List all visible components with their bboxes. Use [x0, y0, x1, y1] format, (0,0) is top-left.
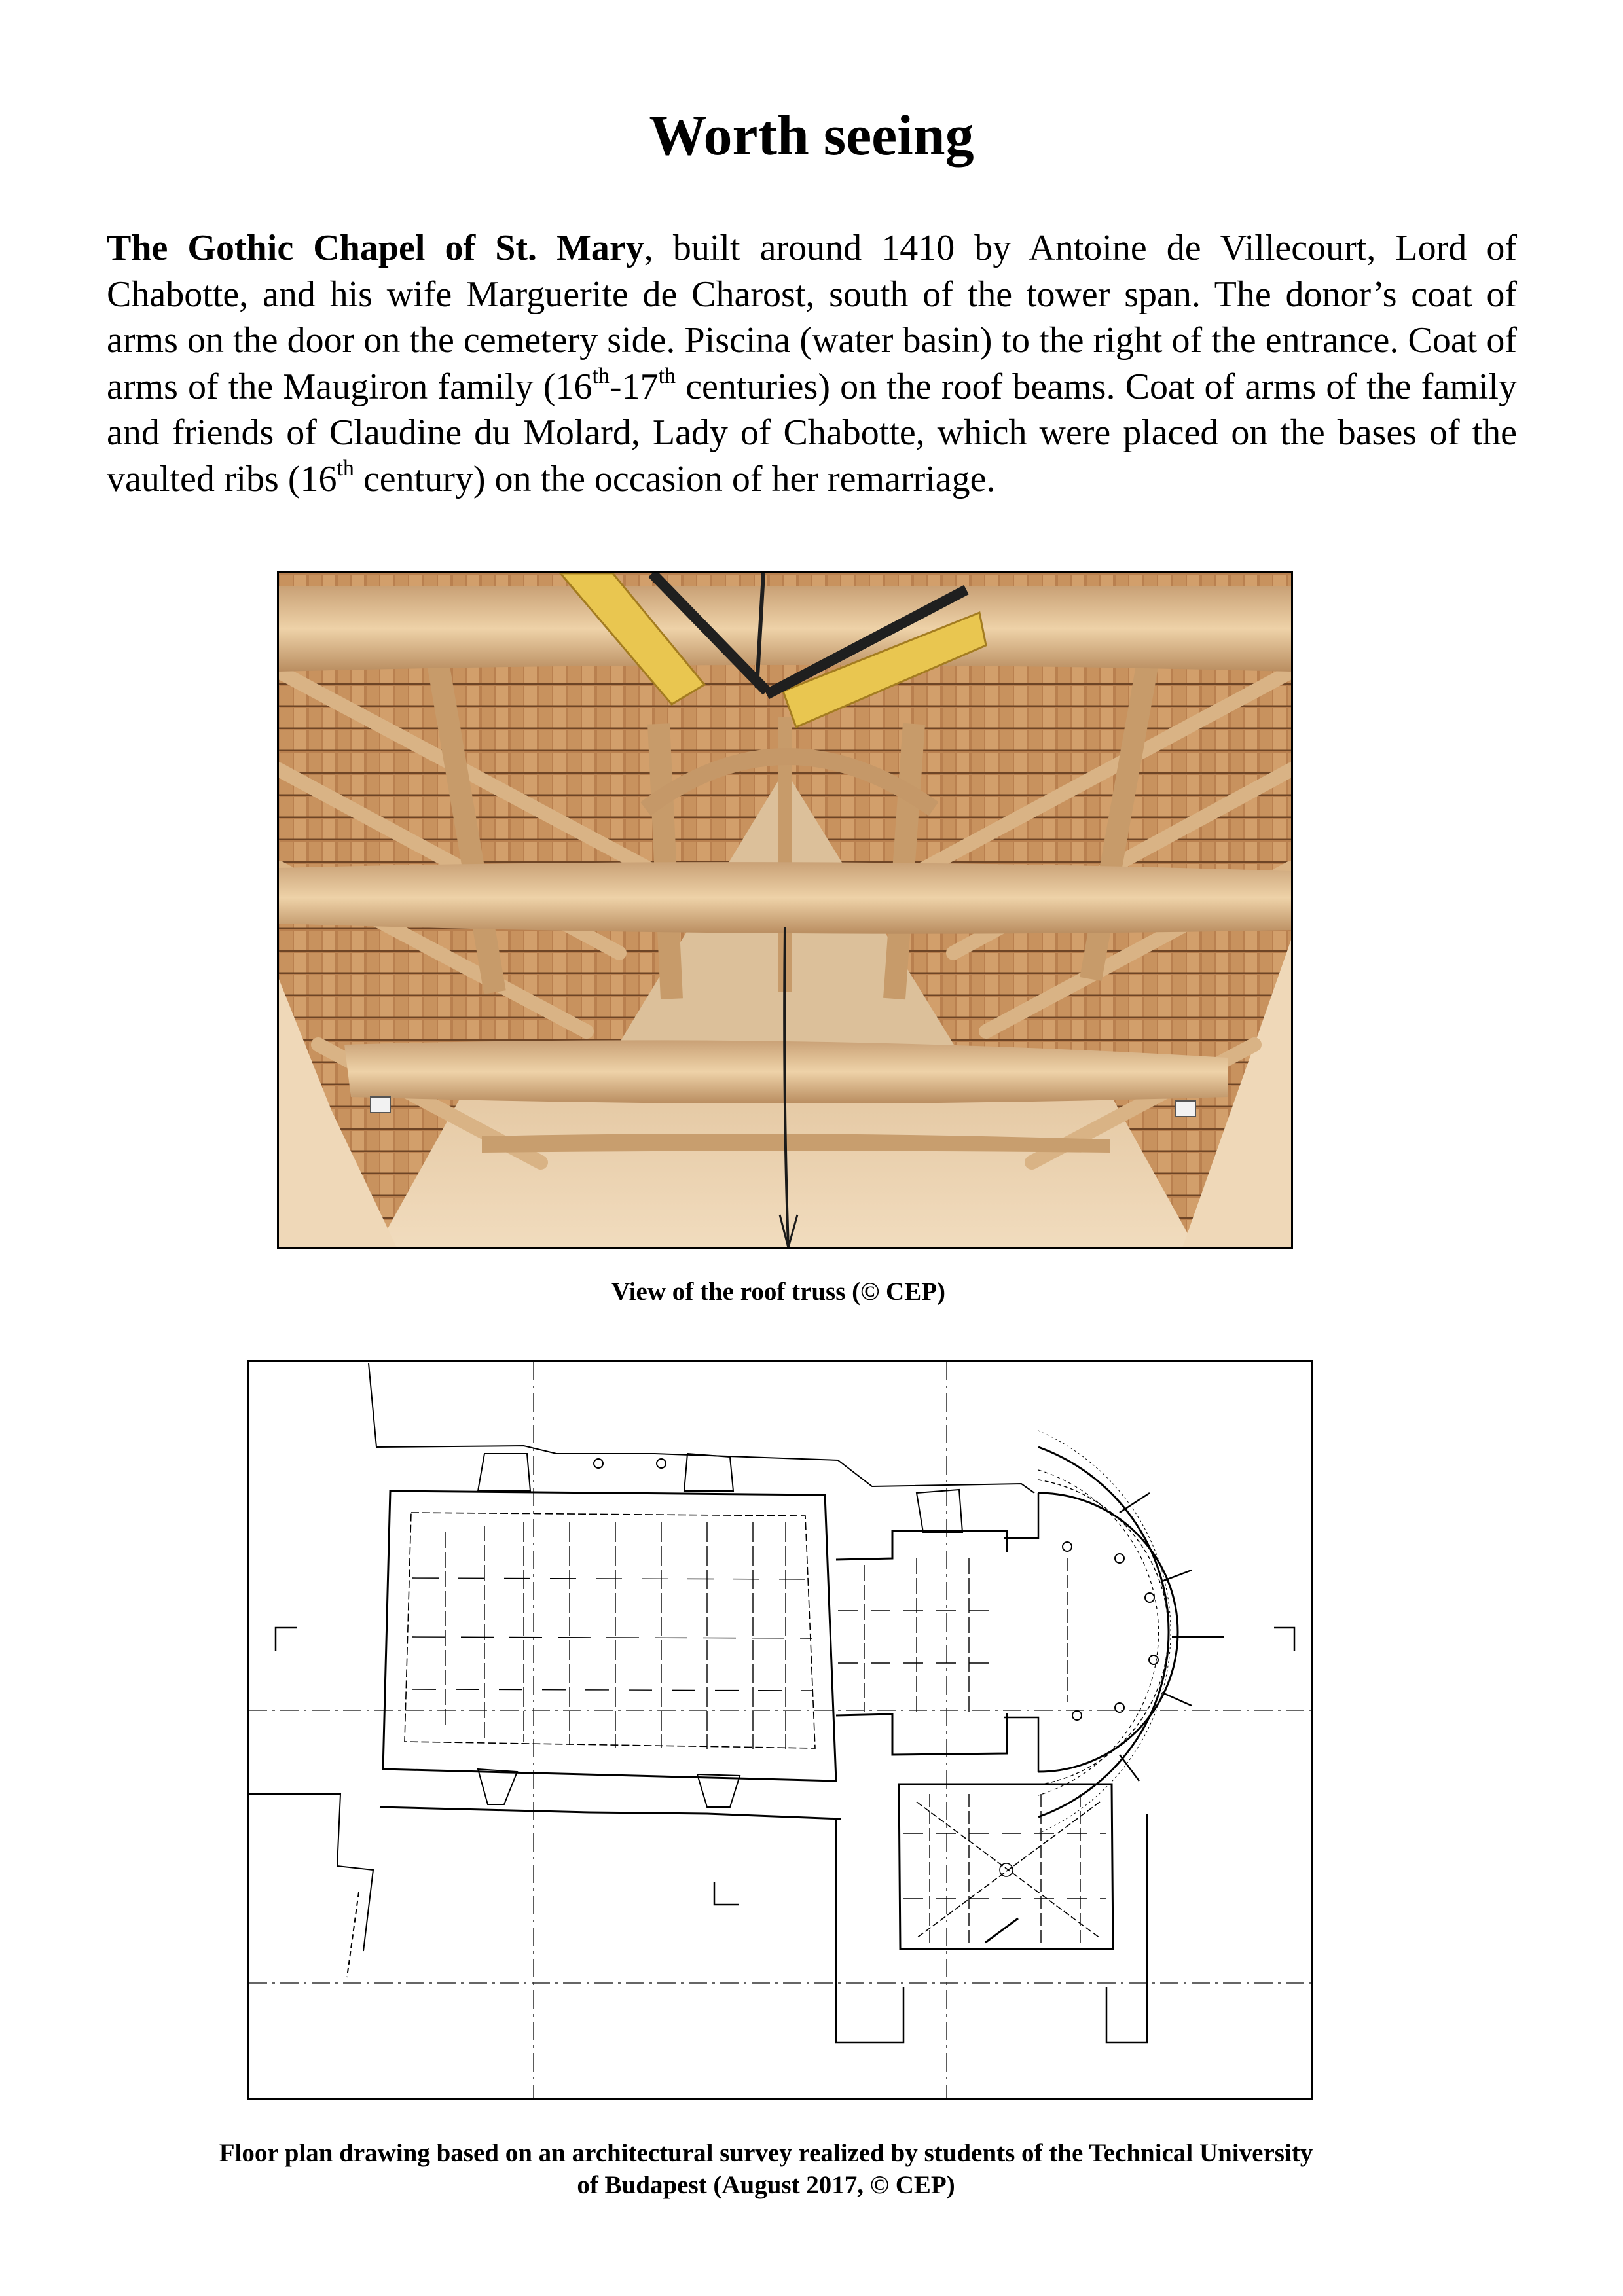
superscript-th-3: th: [337, 456, 354, 480]
intro-text-3: centuries) on the roof beams. Coat of arms of the family and friends of Claudine du Molard, Lady of Chabotte, which were placed on the bases of the vaulted ribs (16: [107, 366, 1517, 499]
page-title: Worth seeing: [649, 104, 974, 168]
axis-lines: [249, 1362, 1311, 2098]
roof-truss-photo: [277, 571, 1293, 1249]
wall-light-right: [1176, 1101, 1195, 1117]
intro-paragraph: [107, 225, 1517, 503]
tie-beam-top: [279, 586, 1291, 672]
tower-span-walls: [836, 1490, 1007, 1755]
superscript-th-2: th: [658, 363, 676, 388]
wall-light-left: [371, 1097, 390, 1113]
intro-text-1: , built around 1410 by Antoine de Villecourt, Lord of Chabotte, and his wife Marguerite de Charost, south of the tower span. The donor’s coat of arms on the door on the cemetery side. Piscina (water basin) to the right of the entrance. Coat of arms of the Maugiron family (16: [107, 228, 1517, 407]
floor-plan-drawing: [247, 1360, 1313, 2100]
photo-caption: View of the roof truss (© CEP): [611, 1278, 946, 1306]
intro-text-2: -17: [609, 366, 659, 407]
floor-plan-svg: [249, 1362, 1311, 2098]
intro-text-4: century) on the occasion of her remarriage.: [354, 458, 996, 499]
chapel-name: The Gothic Chapel of St. Mary: [107, 228, 644, 268]
floor-plan-caption-line-2: of Budapest (August 2017, © CEP): [577, 2171, 955, 2199]
floor-plan-caption-line-1: Floor plan drawing based on an architectural survey realized by students of the Technical University: [219, 2139, 1313, 2167]
floor-plan-caption: [157, 2137, 1375, 2201]
tie-beam-middle: [279, 862, 1291, 934]
tower-bay: [836, 1784, 1147, 2043]
superscript-th-1: th: [592, 363, 610, 388]
nave-walls: [380, 1454, 841, 1819]
roof-truss-illustration: [279, 573, 1291, 1247]
paving-courses: [412, 1522, 1106, 1945]
section-markers: [276, 1628, 1294, 1905]
